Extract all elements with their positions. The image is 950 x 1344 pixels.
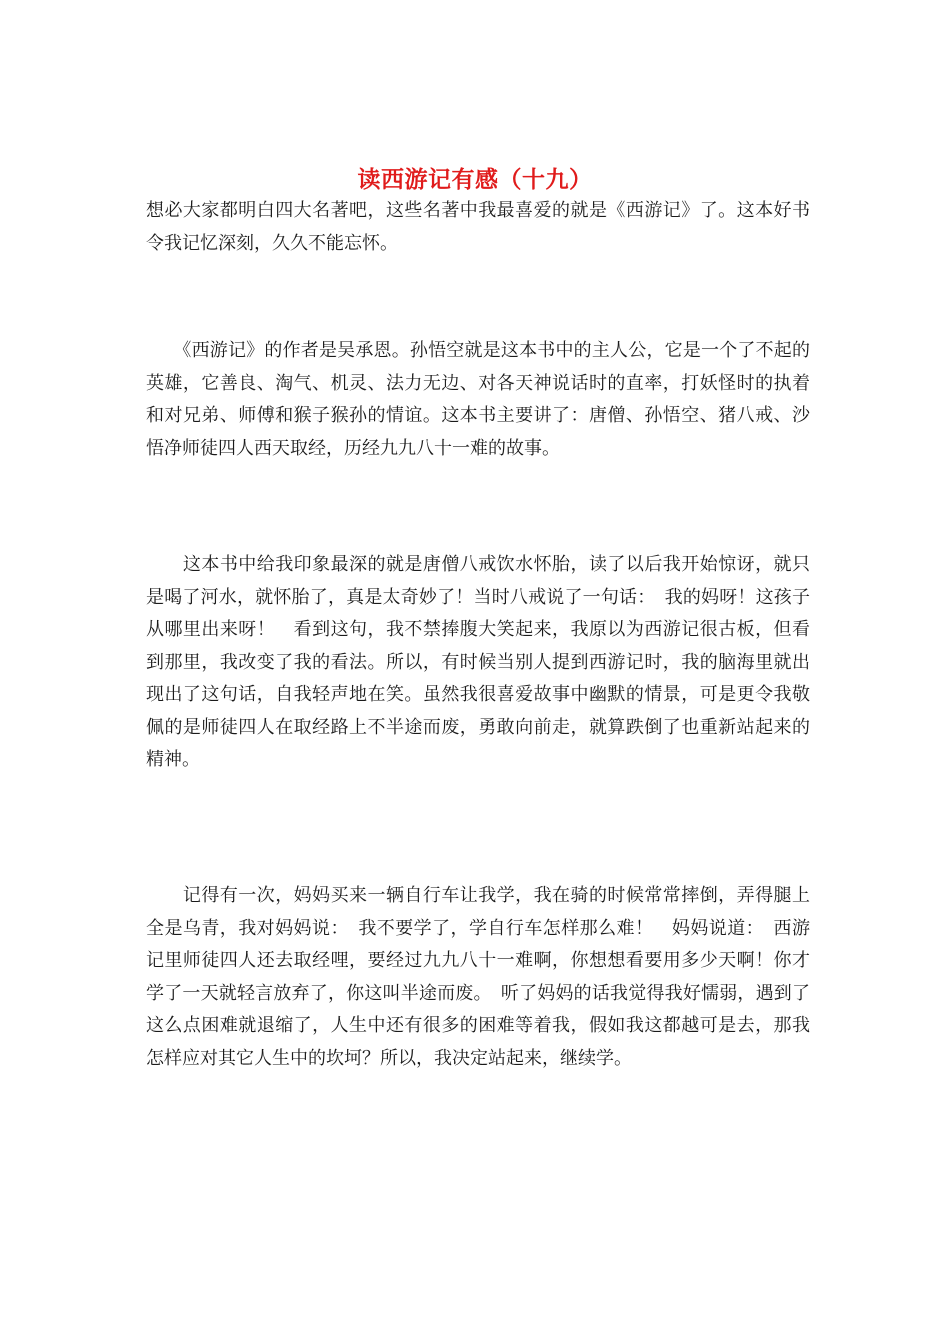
paragraph-author: 《西游记》的作者是吴承恩。孙悟空就是这本书中的主人公，它是一个了不起的英雄，它善良、淘气、机灵、法力无边、对各天神说话时的直率，打妖怪时的执着和对兄弟、师傅和猴子猴孙的情谊。这本书主要讲了：唐僧、孙悟空、猪八戒、沙悟净师徒四人西天取经，历经九九八十一难的故事。	[146, 340, 810, 459]
paragraph-intro: 想必大家都明白四大名著吧，这些名著中我最喜爱的就是《西游记》了。这本好书令我记忆深刻，久久不能忘怀。	[146, 200, 810, 254]
paragraph-bicycle: 记得有一次，妈妈买来一辆自行车让我学，我在骑的时候常常摔倒，弄得腿上全是乌青，我对妈妈说： 我不要学了，学自行车怎样那么难！ 妈妈说道： 西游记里师徒四人还去取经哩，要经过九九八十一难啊，你想想看要用多少天啊！你才学了一天就轻言放弃了，你这叫半途而废。 听了妈妈的话我觉得我好懦弱，遇到了这么点困难就退缩了，人生中还有很多的困难等着我，假如我这都越可是去，那我怎样应对其它人生中的坎坷？所以，我决定站起来，继续学。	[146, 885, 810, 1069]
document-title: 读西游记有感（十九）	[357, 166, 593, 194]
paragraph-impression: 这本书中给我印象最深的就是唐僧八戒饮水怀胎，读了以后我开始惊讶，就只是喝了河水，就怀胎了，真是太奇妙了！当时八戒说了一句话： 我的妈呀！这孩子从哪里出来呀！ 看到这句，我不禁捧腹大笑起来，我原以为西游记很古板，但看到那里，我改变了我的看法。所以，有时候当别人提到西游记时，我的脑海里就出现出了这句话，自我轻声地在笑。虽然我很喜爱故事中幽默的情景，可是更令我敬佩的是师徒四人在取经路上不半途而废，勇敢向前走，就算跌倒了也重新站起来的精神。	[146, 554, 810, 770]
